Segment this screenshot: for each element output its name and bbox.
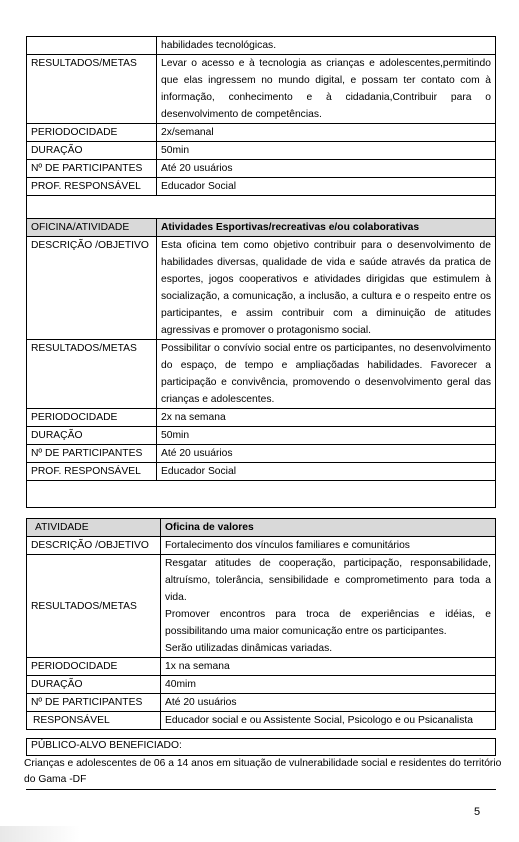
table-header-row <box>27 219 496 237</box>
duracao-value: 50min <box>157 427 496 445</box>
activity-table-3 <box>26 518 496 730</box>
table-row <box>27 658 496 676</box>
duracao-value: 50min <box>157 142 496 160</box>
table-spacer <box>27 481 496 508</box>
table-row <box>27 537 496 555</box>
table-row <box>27 160 496 178</box>
descricao-text: Fortalecimento dos vínculos familiares e comunitários <box>161 537 496 555</box>
resultados-label: RESULTADOS/METAS <box>27 340 157 409</box>
responsavel-value: Educador social e ou Assistente Social, Psicologo e ou Psicanalista <box>161 712 496 730</box>
descricao-label: DESCRIÇÃO /OBJETIVO <box>27 537 161 555</box>
table-row <box>27 463 496 481</box>
table-row <box>27 340 496 409</box>
duracao-label: DURAÇÃO <box>27 676 161 694</box>
atividade-title: Oficina de valores <box>161 519 496 537</box>
table-row <box>27 712 496 730</box>
duracao-label: DURAÇÃO <box>27 427 157 445</box>
descricao-label: DESCRIÇÃO /OBJETIVO <box>27 237 157 340</box>
divider <box>26 789 496 790</box>
prof-value: Educador Social <box>157 463 496 481</box>
table-spacer-row <box>27 481 496 508</box>
oficina-label: OFICINA/ATIVIDADE <box>27 219 157 237</box>
periodicidade-label: PERIODOCIDADE <box>27 658 161 676</box>
participantes-value: Até 20 usuários <box>157 160 496 178</box>
prof-value: Educador Social <box>157 178 496 196</box>
descricao-text: Esta oficina tem como objetivo contribuir para o desenvolvimento de habilidades diversas, qualidade de vida e saúde através da pratica de esportes, jogos cooperativos e atividades dirigidas que estimulem à socialização, a comunicação, a inclusão, a cultura e o respeito entre os participantes, e assim contribuir com a diminuição de atitudes agressivas e promover o protagonismo social. <box>157 237 496 340</box>
table-header-row <box>27 519 496 537</box>
participantes-label: Nº DE PARTICIPANTES <box>27 160 157 178</box>
activity-table-1 <box>26 36 496 223</box>
continuation-text: habilidades tecnológicas. <box>157 37 496 55</box>
table-row <box>27 555 496 658</box>
scan-shadow <box>0 826 80 842</box>
table-row <box>27 37 496 55</box>
prof-label: PROF. RESPONSÁVEL <box>27 463 157 481</box>
publico-alvo-section <box>24 738 502 790</box>
periodicidade-label: PERIODOCIDADE <box>27 409 157 427</box>
participantes-label: Nº DE PARTICIPANTES <box>27 694 161 712</box>
participantes-value: Até 20 usuários <box>157 445 496 463</box>
table-row <box>27 55 496 124</box>
duracao-label: DURAÇÃO <box>27 142 157 160</box>
divider <box>495 738 496 755</box>
resultados-text: Possibilitar o convívio social entre os participantes, no desenvolvimento do espaço, de tempo e ampliaçõadas habilidades. Favorecer a participação e convivência, promovendo o desenvolvimento geral das crianças e adolescentes. <box>157 340 496 409</box>
divider <box>26 738 27 755</box>
prof-label: PROF. RESPONSÁVEL <box>27 178 157 196</box>
activity-table-2 <box>26 218 496 508</box>
table-row <box>27 178 496 196</box>
participantes-label: Nº DE PARTICIPANTES <box>27 445 157 463</box>
table-row <box>27 445 496 463</box>
table-row <box>27 676 496 694</box>
resultados-paragraph-2: Promover encontros para troca de experiências e idéias, e possibilitando uma maior comunicação entre os participantes. <box>165 609 491 637</box>
page-number: 5 <box>474 806 481 818</box>
duracao-value: 40mim <box>161 676 496 694</box>
resultados-label: RESULTADOS/METAS <box>27 555 161 658</box>
periodicidade-label: PERIODOCIDADE <box>27 124 157 142</box>
resultados-paragraph-1: Resgatar atitudes de cooperação, participação, responsabilidade, altruísmo, tolerância, sensibilidade e comprometimento para toda a vida. <box>165 558 491 603</box>
resultados-cell <box>161 555 496 658</box>
periodicidade-value: 1x na semana <box>161 658 496 676</box>
table-row <box>27 427 496 445</box>
resultados-paragraph-3: Serão utilizadas dinâmicas variadas. <box>165 643 333 654</box>
oficina-title: Atividades Esportivas/recreativas e/ou colaborativas <box>157 219 496 237</box>
table-row <box>27 124 496 142</box>
table-cell-empty <box>27 37 157 55</box>
resultados-text: Levar o acesso e à tecnologia as crianças e adolescentes,permitindo que elas ingressem no mundo digital, e possam ter contato com à informação, conhecimento e à cidadania,Contribuir para o desenvolvimento de competências. <box>157 55 496 124</box>
responsavel-label: RESPONSÁVEL <box>27 712 161 730</box>
table-row <box>27 237 496 340</box>
publico-alvo-title: PÚBLICO-ALVO BENEFICIADO: <box>31 740 182 751</box>
atividade-label: ATIVIDADE <box>27 519 161 537</box>
publico-alvo-text: Crianças e adolescentes de 06 a 14 anos em situação de vulnerabilidade social e residentes do território do Gama -DF <box>24 758 502 785</box>
periodicidade-value: 2x na semana <box>157 409 496 427</box>
periodicidade-value: 2x/semanal <box>157 124 496 142</box>
participantes-value: Até 20 usuários <box>161 694 496 712</box>
table-row <box>27 694 496 712</box>
table-row <box>27 142 496 160</box>
table-row <box>27 409 496 427</box>
resultados-label: RESULTADOS/METAS <box>27 55 157 124</box>
